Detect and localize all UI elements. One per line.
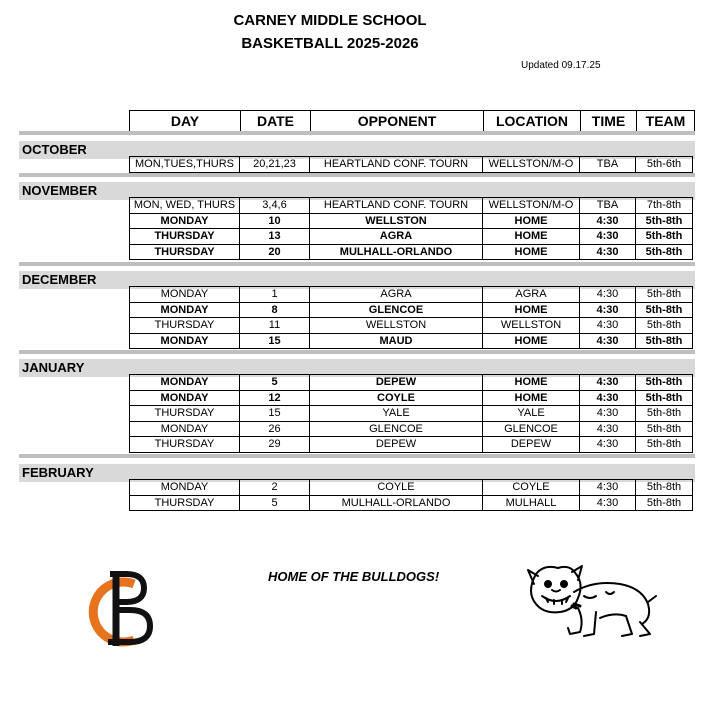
- game-time: TBA: [580, 198, 636, 213]
- game-location: WELLSTON: [483, 318, 580, 333]
- game-location: COYLE: [483, 480, 580, 495]
- month-label: OCTOBER: [19, 141, 695, 159]
- bulldog-mascot-icon: [514, 562, 659, 644]
- game-team: 5th-8th: [645, 334, 683, 347]
- game-time: 4:30: [580, 480, 636, 495]
- game-team: 5th-8th: [646, 438, 682, 451]
- game-date: 8: [240, 303, 310, 318]
- game-date: 10: [240, 214, 310, 229]
- game-location: WELLSTON/M-O: [483, 157, 580, 172]
- game-row: [130, 244, 692, 260]
- game-day: MONDAY: [130, 214, 240, 229]
- game-day: THURSDAY: [130, 318, 240, 333]
- game-date: 3,4,6: [240, 198, 310, 213]
- game-date: 12: [240, 391, 310, 406]
- game-team: 7th-8th: [646, 199, 682, 211]
- game-opponent: MULHALL-ORLANDO: [310, 245, 483, 260]
- game-opponent: YALE: [310, 406, 483, 421]
- game-day: MON, WED, THURS: [130, 198, 240, 213]
- game-location: DEPEW: [483, 437, 580, 452]
- column-header-row: [129, 110, 695, 132]
- game-row: [130, 156, 692, 172]
- game-location: HOME: [483, 303, 580, 318]
- game-team: 5th-8th: [646, 422, 682, 435]
- column-header-opponent: OPPONENT: [311, 111, 484, 131]
- game-row: [130, 405, 692, 421]
- game-team: 5th-8th: [646, 496, 682, 509]
- game-time: 4:30: [580, 318, 636, 333]
- game-team: 5th-8th: [645, 230, 683, 243]
- game-time: 4:30: [580, 334, 636, 349]
- game-row: [130, 228, 692, 244]
- column-header-team: TEAM: [645, 113, 686, 129]
- game-location: WELLSTON/M-O: [483, 198, 580, 213]
- game-date: 2: [240, 480, 310, 495]
- game-day: MONDAY: [130, 391, 240, 406]
- game-day: THURSDAY: [130, 245, 240, 260]
- game-day: THURSDAY: [130, 229, 240, 244]
- column-header-time: TIME: [581, 111, 637, 131]
- game-day: THURSDAY: [130, 437, 240, 452]
- game-opponent: MULHALL-ORLANDO: [310, 496, 483, 511]
- game-row: [130, 374, 692, 390]
- month-divider: [19, 350, 695, 354]
- game-row: [130, 390, 692, 406]
- game-date: 13: [240, 229, 310, 244]
- updated-date: Updated 09.17.25: [521, 60, 601, 71]
- game-row: [130, 286, 692, 302]
- game-time: 4:30: [580, 496, 636, 511]
- game-row: [130, 495, 692, 511]
- game-time: 4:30: [580, 303, 636, 318]
- game-team: 5th-8th: [645, 303, 683, 316]
- game-date: 5: [240, 375, 310, 390]
- game-day: MON,TUES,THURS: [130, 157, 240, 172]
- game-day: THURSDAY: [130, 496, 240, 511]
- game-day: MONDAY: [130, 375, 240, 390]
- month-divider: [19, 173, 695, 177]
- game-time: 4:30: [580, 391, 636, 406]
- column-header-location: LOCATION: [484, 111, 581, 131]
- game-team: 5th-8th: [646, 319, 682, 332]
- game-team: 5th-8th: [646, 288, 682, 300]
- game-team: 5th-6th: [646, 158, 682, 170]
- game-opponent: COYLE: [310, 391, 483, 406]
- game-date: 20: [240, 245, 310, 260]
- game-location: MULHALL: [483, 496, 580, 511]
- game-day: MONDAY: [130, 287, 240, 302]
- game-date: 11: [240, 318, 310, 333]
- game-time: 4:30: [580, 214, 636, 229]
- game-location: AGRA: [483, 287, 580, 302]
- game-date: 1: [240, 287, 310, 302]
- game-location: HOME: [483, 375, 580, 390]
- game-time: 4:30: [580, 437, 636, 452]
- game-date: 5: [240, 496, 310, 511]
- game-opponent: DEPEW: [310, 437, 483, 452]
- game-date: 26: [240, 422, 310, 437]
- game-day: MONDAY: [130, 422, 240, 437]
- month-games-table: [129, 374, 693, 453]
- game-team: 5th-8th: [645, 391, 683, 404]
- month-games-table: [129, 197, 693, 260]
- game-time: 4:30: [580, 375, 636, 390]
- game-opponent: HEARTLAND CONF. TOURN: [310, 157, 483, 172]
- month-label: FEBRUARY: [19, 464, 695, 482]
- game-day: MONDAY: [130, 334, 240, 349]
- game-date: 20,21,23: [240, 157, 310, 172]
- game-location: HOME: [483, 391, 580, 406]
- game-time: 4:30: [580, 422, 636, 437]
- game-row: [130, 421, 692, 437]
- month-label: JANUARY: [19, 359, 695, 377]
- game-opponent: DEPEW: [310, 375, 483, 390]
- month-games-table: [129, 479, 693, 511]
- game-opponent: AGRA: [310, 287, 483, 302]
- game-row: [130, 479, 692, 495]
- game-location: HOME: [483, 214, 580, 229]
- game-date: 15: [240, 406, 310, 421]
- game-opponent: HEARTLAND CONF. TOURN: [310, 198, 483, 213]
- game-time: 4:30: [580, 245, 636, 260]
- game-opponent: AGRA: [310, 229, 483, 244]
- game-time: 4:30: [580, 229, 636, 244]
- month-divider: [19, 131, 695, 135]
- game-opponent: WELLSTON: [310, 318, 483, 333]
- game-row: [130, 197, 692, 213]
- game-date: 15: [240, 334, 310, 349]
- game-location: HOME: [483, 245, 580, 260]
- game-opponent: COYLE: [310, 480, 483, 495]
- month-divider: [19, 262, 695, 266]
- game-row: [130, 333, 692, 349]
- game-opponent: MAUD: [310, 334, 483, 349]
- school-title: CARNEY MIDDLE SCHOOL: [233, 12, 427, 29]
- game-date: 29: [240, 437, 310, 452]
- game-location: GLENCOE: [483, 422, 580, 437]
- game-row: [130, 213, 692, 229]
- game-team: 5th-8th: [646, 481, 682, 493]
- slogan: HOME OF THE BULLDOGS!: [268, 569, 440, 584]
- cb-logo-icon: [74, 570, 174, 650]
- game-time: 4:30: [580, 406, 636, 421]
- season-title: BASKETBALL 2025-2026: [241, 35, 419, 52]
- column-header-date: DATE: [241, 111, 311, 131]
- game-opponent: GLENCOE: [310, 422, 483, 437]
- column-header-day: DAY: [130, 111, 241, 131]
- month-games-table: [129, 286, 693, 349]
- month-divider: [19, 454, 695, 458]
- game-opponent: WELLSTON: [310, 214, 483, 229]
- month-games-table: [129, 156, 693, 173]
- game-location: YALE: [483, 406, 580, 421]
- game-row: [130, 436, 692, 452]
- game-location: HOME: [483, 334, 580, 349]
- game-team: 5th-8th: [645, 245, 683, 258]
- game-team: 5th-8th: [646, 407, 682, 420]
- game-team: 5th-8th: [645, 376, 683, 388]
- game-time: 4:30: [580, 287, 636, 302]
- game-location: HOME: [483, 229, 580, 244]
- game-day: MONDAY: [130, 480, 240, 495]
- game-day: MONDAY: [130, 303, 240, 318]
- month-label: NOVEMBER: [19, 182, 695, 200]
- game-opponent: GLENCOE: [310, 303, 483, 318]
- month-label: DECEMBER: [19, 271, 695, 289]
- game-team: 5th-8th: [645, 214, 683, 227]
- game-row: [130, 317, 692, 333]
- game-day: THURSDAY: [130, 406, 240, 421]
- game-row: [130, 302, 692, 318]
- game-time: TBA: [580, 157, 636, 172]
